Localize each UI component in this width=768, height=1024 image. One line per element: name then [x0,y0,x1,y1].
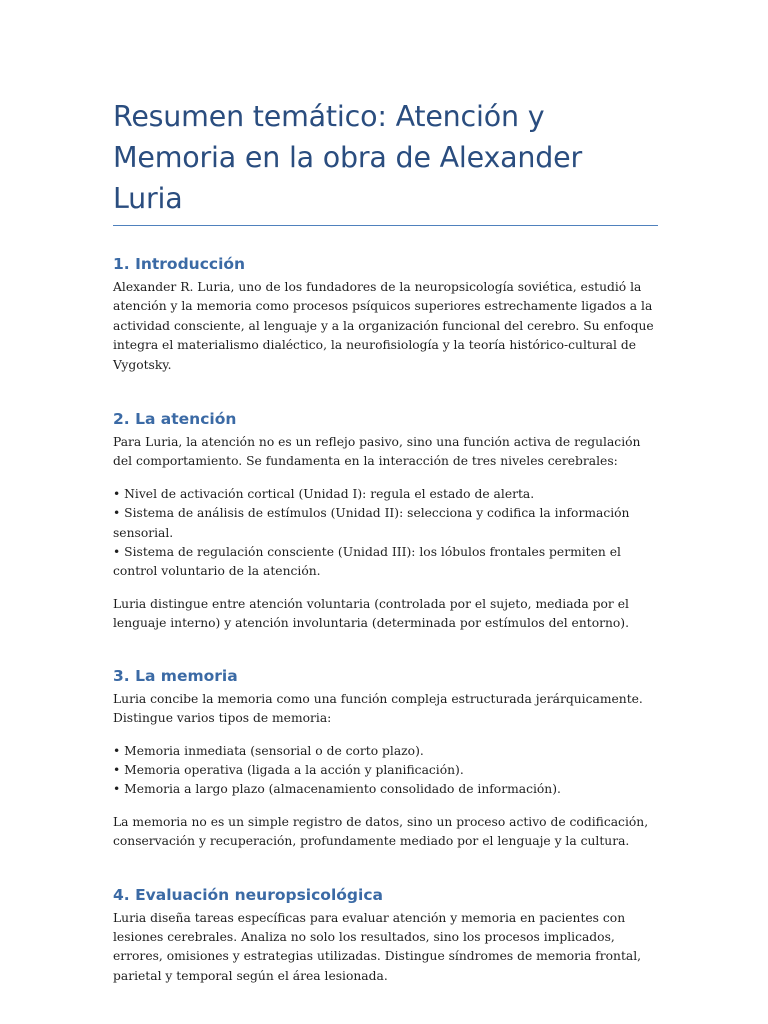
paragraph-atencion-intro: Para Luria, la atención no es un reflejo pasivo, sino una función activa de regulación del comportamiento. Se fundamenta en la interacción de tres niveles cerebrales: [113,435,641,469]
paragraph-evaluacion: Luria diseña tareas específicas para evaluar atención y memoria en pacientes con lesiones cerebrales. Analiza no solo los resultados, sino los procesos implicados, errores, omisiones y estrategias utilizadas. Distingue síndromes de memoria frontal, parietal y temporal según el área lesionada. [113,910,642,983]
document-title: Resumen temático: Atención y Memoria en la obra de Alexander Luria [113,96,658,226]
list-item: • Sistema de regulación consciente (Unidad III): los lóbulos frontales permiten el control voluntario de la atención. [113,545,621,579]
paragraph-memoria-intro: Luria concibe la memoria como una función compleja estructurada jerárquicamente. Distingue varios tipos de memoria: [113,691,643,726]
document-body [113,96,658,986]
paragraph-memoria-closing: La memoria no es un simple registro de datos, sino un proceso activo de codificación, conservación y recuperación, profundamente mediado por el lenguaje y la cultura. [113,814,649,849]
section-heading-memoria: 3. La memoria [113,666,238,685]
bullet-list-atencion [113,485,658,582]
section-heading-introduccion: 1. Introducción [113,255,246,273]
section-heading-evaluacion: 4. Evaluación neuropsicológica [113,885,383,904]
list-item: • Memoria inmediata (sensorial o de corto plazo). [113,743,424,758]
list-item: • Nivel de activación cortical (Unidad I): regula el estado de alerta. [113,486,535,501]
paragraph-atencion-closing: Luria distingue entre atención voluntaria (controlada por el sujeto, mediada por el lenguaje interno) y atención involuntaria (determinada por estímulos del entorno). [113,596,630,631]
list-item: • Sistema de análisis de estímulos (Unidad II): selecciona y codifica la información sensorial. [113,506,630,540]
list-item: • Memoria operativa (ligada a la acción y planificación). [113,762,464,777]
bullet-list-memoria [113,742,658,800]
list-item: • Memoria a largo plazo (almacenamiento consolidado de información). [113,782,561,797]
section-heading-atencion: 2. La atención [113,410,237,429]
paragraph-introduccion: Alexander R. Luria, uno de los fundadores de la neuropsicología soviética, estudió la atención y la memoria como procesos psíquicos superiores estrechamente ligados a la actividad consciente, al lenguaje y a la organización funcional del cerebro. Su enfoque integra el materialismo dialéctico, la neurofisiología y la teoría histórico-cultural de Vygotsky. [113,280,654,372]
